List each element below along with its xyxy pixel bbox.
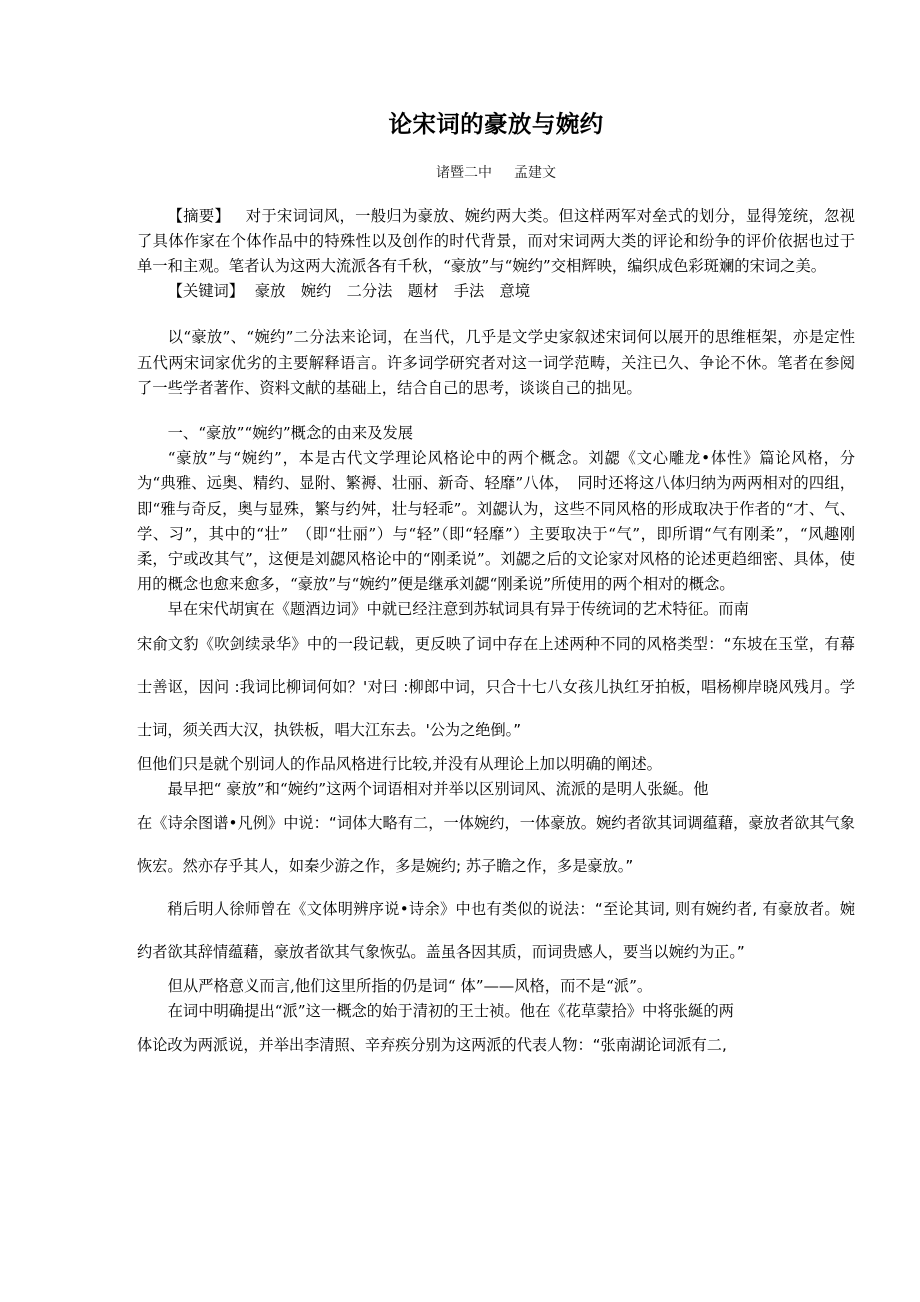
byline-affiliation: 诸暨二中 — [436, 164, 492, 181]
quote-block-2: 在《诗余图谱•凡例》中说：“词体大略有二，一体婉约，一体豪放。婉约者欲其词调蕴藉，豪放者欲其气象恢宏。然亦存乎其人，如秦少游之作，多是婉约; 苏子瞻之作，多是豪放。” — [137, 813, 855, 875]
section-1-paragraph-4-head: 最早把“ 豪放”和“婉约”这两个词语相对并举以区别词风、流派的是明人张綖。他 — [167, 779, 709, 798]
abstract-paragraph — [137, 204, 855, 280]
abstract-block — [137, 182, 855, 305]
section-1-paragraph-2-head: 早在宋代胡寅在《题酒边词》中就已经注意到苏轼词具有异于传统词的艺术特征。而南 — [167, 600, 749, 619]
abstract-label: 【摘要】 — [167, 206, 231, 225]
keywords-text: 豪放 婉约 二分法 题材 手法 意境 — [254, 282, 531, 301]
keywords-label: 【关键词】 — [167, 282, 245, 301]
intro-paragraph: 以“豪放”、“婉约”二分法来论词，在当代，几乎是文学史家叙述宋词何以展开的思维框架，亦是定性五代两宋词家优劣的主要解释语言。许多词学研究者对这一词学范畴，关注已久、争论不休。笔者在参阅了一些学者著作、资料文献的基础上，结合自己的思考，谈谈自己的拙见。 — [137, 328, 855, 397]
section-1-paragraph-5: 但从严格意义而言,他们这里所指的仍是词“ 体”——风格，而不是“派”。 — [167, 976, 653, 995]
abstract-text: 对于宋词词风，一般归为豪放、婉约两大类。但这样两军对垒式的划分，显得笼统，忽视了具体作家在个体作品中的特殊性以及创作的时代背景，而对宋词两大类的评论和纷争的评价依据也过于单一和主观。笔者认为这两大流派各有千秋，“豪放”与“婉约”交相辉映，编织成色彩斑斓的宋词之美。 — [137, 206, 855, 275]
section-1-heading: 一、“豪放”“婉约”概念的由来及发展 — [167, 423, 414, 442]
quote-block-1: 宋俞文豹《吹剑续录华》中的一段记载，更反映了词中存在上述两种不同的风格类型：“东坡在玉堂，有幕士善讴，因问 :我词比柳词何如？'对曰 :柳郎中词，只合十七八女孩儿执红牙拍板，唱杨柳岸晓风残月。学士词，须关西大汉，执铁板，唱大江东去。'公为之绝倒。” — [137, 634, 855, 739]
byline — [137, 137, 855, 182]
section-1-paragraph-6-head: 在词中明确提出“派”这一概念的始于清初的王士祯。他在《花草蒙拾》中将张綖的两 — [167, 1002, 734, 1021]
byline-author: 孟建文 — [514, 164, 556, 181]
quote-block-3: 稍后明人徐师曾在《文体明辨序说•诗余》中也有类似的说法：“至论其词, 则有婉约者, 有豪放者。婉约者欲其辞情蕴藉，豪放者欲其气象恢弘。盖虽各因其质，而词贵感人，要当以婉约为正。” — [137, 899, 855, 961]
spacer-after-keywords — [137, 304, 855, 325]
keywords-paragraph — [137, 279, 855, 304]
spacer-before-section-1 — [137, 401, 855, 421]
section-1-paragraph-1: “豪放”与“婉约”，本是古代文学理论风格论中的两个概念。刘勰《文心雕龙•体性》篇论风格，分为“典雅、远奥、精约、显附、繁褥、壮丽、新奇、轻靡”八体， 同时还将这八体归纳为两两相对的四组，即“雅与奇反，奥与显殊，繁与约舛，壮与轻乖”。刘勰认为，这些不同风格的形成取决于作者的“才、气、学、习”，其中的“壮” （即“壮丽”）与“轻”（即“轻靡”）主要取决于“气”，即所谓“气有刚柔”，“风趣刚柔，宁或改其气”，这便是刘勰风格论中的“刚柔说”。刘勰之后的文论家对风格的论述更趋细密、具体，使用的概念也愈来愈多，“豪放”与“婉约”便是继承刘勰“刚柔说”所使用的两个相对的概念。 — [137, 449, 855, 594]
page-title: 论宋词的豪放与婉约 — [388, 110, 604, 138]
section-1-paragraph-3: 但他们只是就个别词人的作品风格进行比较,并没有从理论上加以明确的阐述。 — [137, 754, 662, 773]
quote-block-4: 体论改为两派说，并举出李清照、辛弃疾分别为这两派的代表人物：“张南湖论词派有二, — [137, 1036, 727, 1055]
document-content — [137, 0, 855, 1067]
